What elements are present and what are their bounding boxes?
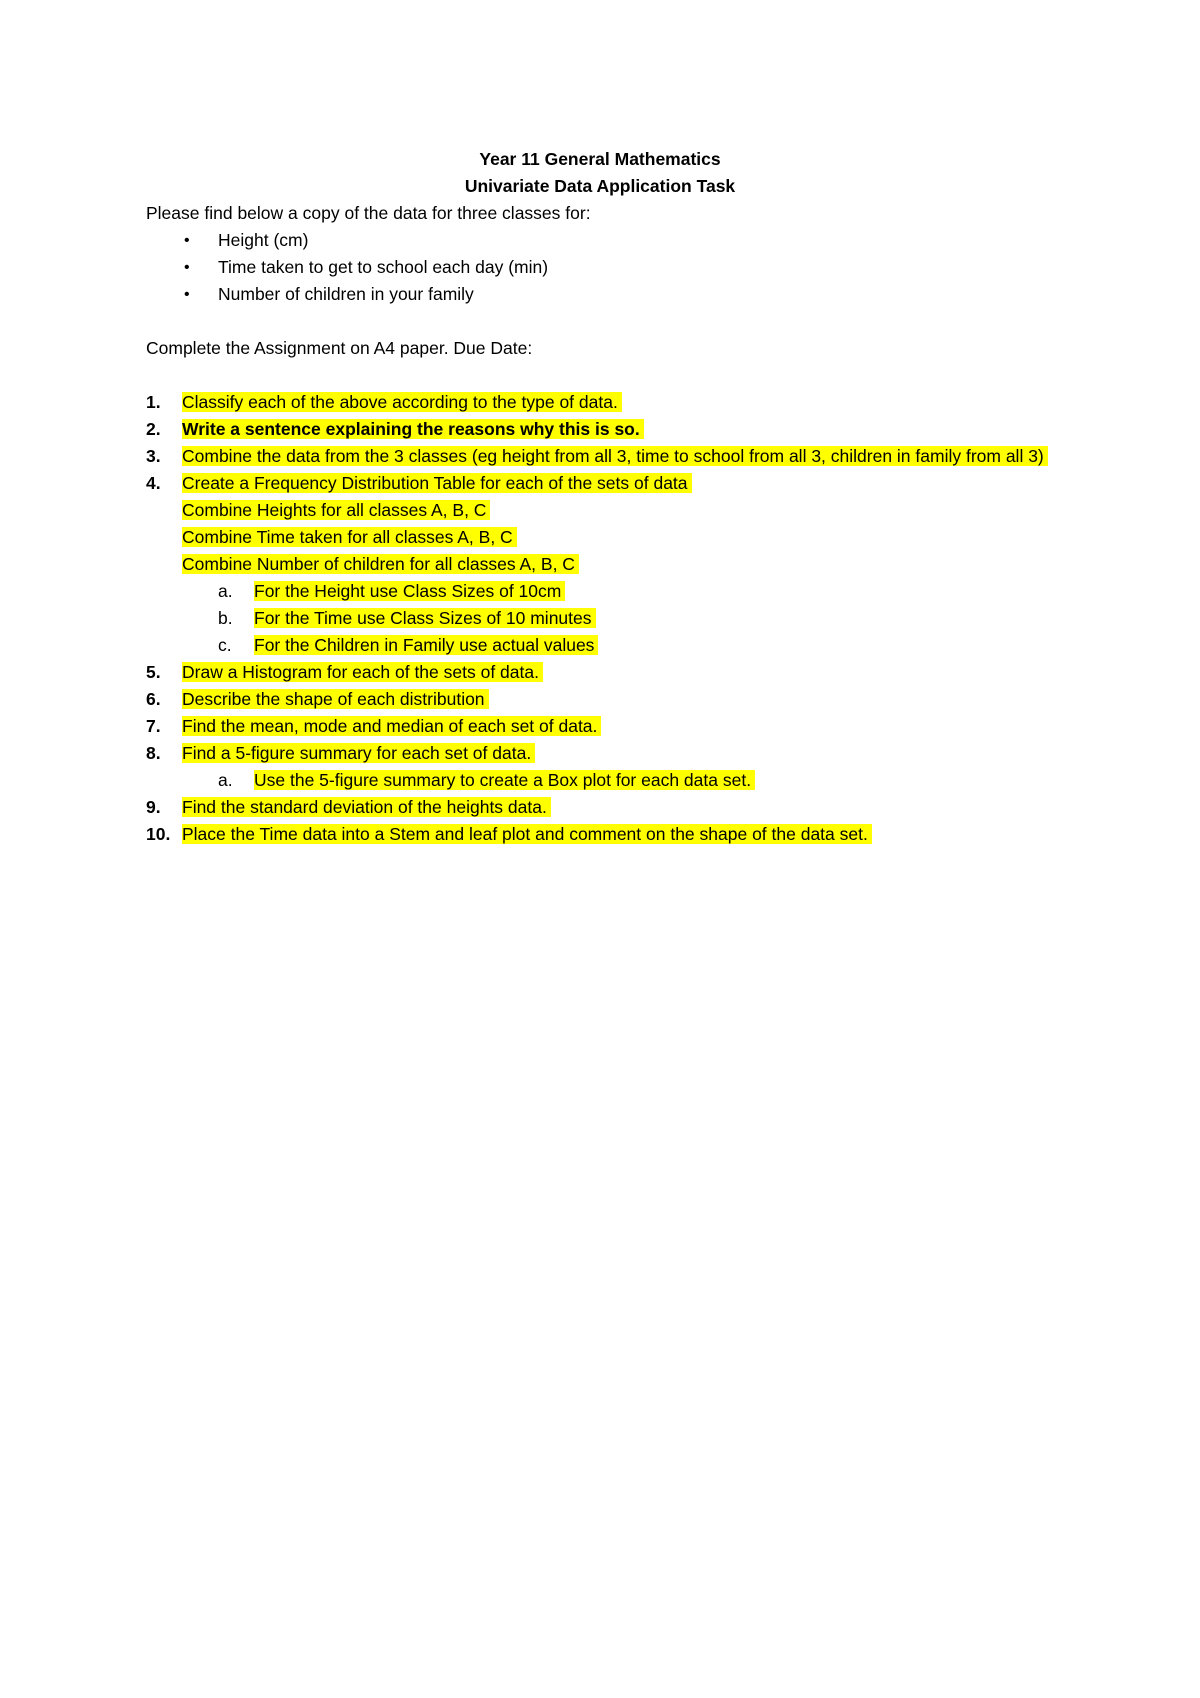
list-item-text: Number of children in your family [218,284,474,304]
subtask-text: For the Time use Class Sizes of 10 minutes [254,608,596,628]
task-text: Write a sentence explaining the reasons why this is so. [182,419,644,439]
subtask-item [146,767,1056,794]
subtask-text: Use the 5-figure summary to create a Box plot for each data set. [254,770,755,790]
bullet-icon: • [184,259,190,276]
subtask-letter: a. [218,581,233,601]
subtask-item [146,605,1056,632]
task-detail-line [146,551,1056,578]
list-item [146,254,1056,281]
task-number: 7. [146,716,161,736]
task-item [146,659,1056,686]
task-item [146,740,1056,767]
task-number: 10. [146,824,171,844]
task-item [146,713,1056,740]
list-item [146,281,1056,308]
task-number: 5. [146,662,161,682]
task-number: 8. [146,743,161,763]
task-text: Classify each of the above according to the type of data. [182,392,622,412]
task-text: Find a 5-figure summary for each set of data. [182,743,535,763]
title-block [0,146,1200,200]
task-item [146,821,1056,848]
task-number: 1. [146,392,161,412]
task-item [146,389,1056,416]
intro-text: Please find below a copy of the data for three classes for: [146,203,591,223]
document-body [146,200,1056,848]
bullet-icon: • [184,286,190,303]
subtask-text: For the Height use Class Sizes of 10cm [254,581,565,601]
bullet-icon: • [184,232,190,249]
subtask-item [146,632,1056,659]
task-item [146,443,1082,470]
task-list [146,389,1056,848]
task-text: Place the Time data into a Stem and leaf plot and comment on the shape of the data set. [182,824,872,844]
task-number: 6. [146,689,161,709]
subtask-item [146,578,1056,605]
task-text: Combine the data from the 3 classes (eg height from all 3, time to school from all 3, children in family from all 3) [182,446,1048,466]
task-text: Create a Frequency Distribution Table for each of the sets of data [182,473,692,493]
task-detail-line [146,497,1056,524]
task-detail-text: Combine Time taken for all classes A, B, C [182,527,517,547]
task-number: 4. [146,473,161,493]
task-detail-line [146,524,1056,551]
document-title: Year 11 General Mathematics [479,149,721,169]
task-number: 2. [146,419,161,439]
task-text: Draw a Histogram for each of the sets of data. [182,662,543,682]
task-detail-text: Combine Heights for all classes A, B, C [182,500,490,520]
instruction-text: Complete the Assignment on A4 paper. Due Date: [146,338,533,358]
task-item [146,416,1056,443]
subtask-letter: c. [218,635,232,655]
list-item-text: Height (cm) [218,230,309,250]
task-text: Describe the shape of each distribution [182,689,489,709]
subtask-letter: a. [218,770,233,790]
subtask-letter: b. [218,608,233,628]
task-detail-text: Combine Number of children for all classes A, B, C [182,554,579,574]
list-item [146,227,1056,254]
task-number: 3. [146,446,161,466]
task-number: 9. [146,797,161,817]
document-subtitle: Univariate Data Application Task [464,176,736,196]
task-text: Find the mean, mode and median of each set of data. [182,716,601,736]
subtask-text: For the Children in Family use actual values [254,635,598,655]
task-text: Find the standard deviation of the heights data. [182,797,551,817]
data-variable-list [146,227,1056,308]
list-item-text: Time taken to get to school each day (min) [218,257,549,277]
task-item [146,686,1056,713]
task-item [146,794,1056,821]
task-item [146,470,1056,497]
